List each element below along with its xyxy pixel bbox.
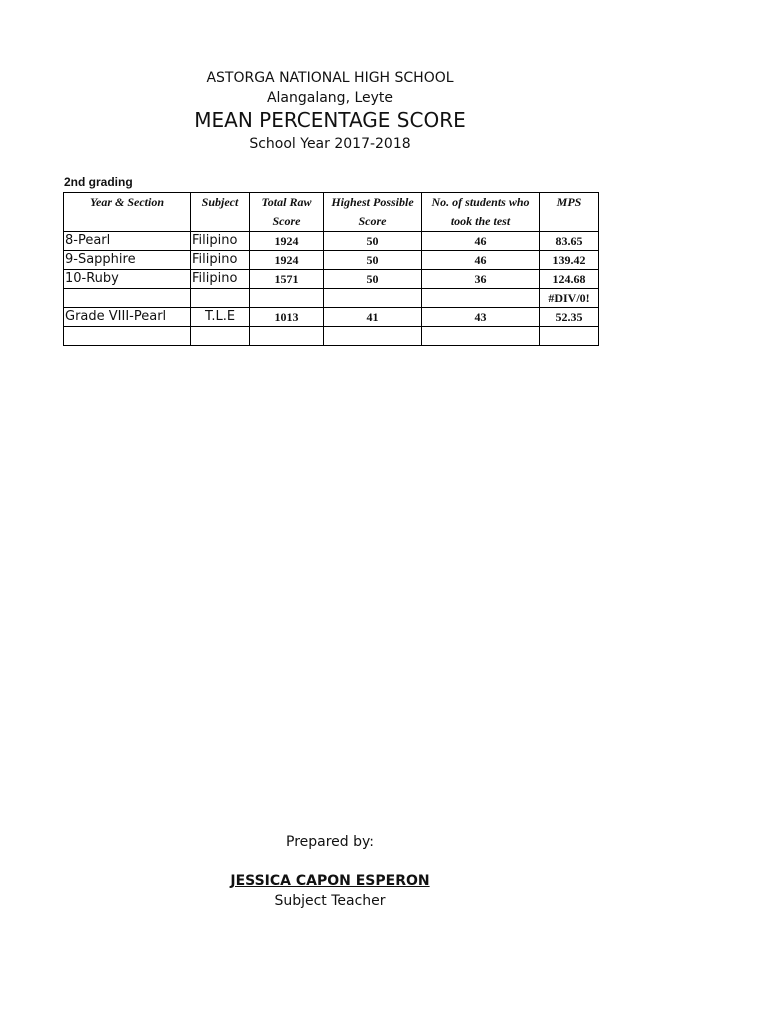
table-cell-highest-score: 50 (324, 270, 422, 289)
table-cell-students (422, 327, 540, 346)
school-year: School Year 2017-2018 (249, 136, 411, 152)
column-header: Highest Possible Score (324, 193, 422, 232)
school-location: Alangalang, Leyte (266, 90, 394, 106)
table-cell-subject: Filipino (191, 251, 250, 270)
column-header: MPS (540, 193, 599, 232)
table-cell-subject: Filipino (191, 270, 250, 289)
column-header: Total Raw Score (250, 193, 324, 232)
table-row (64, 251, 599, 270)
table-cell-raw-score: 1924 (250, 232, 324, 251)
table-cell-section: 10-Ruby (64, 270, 191, 289)
table-cell-mps: 139.42 (540, 251, 599, 270)
column-header: Subject (191, 193, 250, 232)
table-cell-raw-score: 1924 (250, 251, 324, 270)
table-cell-mps: 83.65 (540, 232, 599, 251)
grading-label: 2nd grading (64, 175, 133, 189)
table-cell-highest-score: 41 (324, 308, 422, 327)
table-cell-raw-score: 1013 (250, 308, 324, 327)
table-cell-students: 46 (422, 232, 540, 251)
table-cell-students (422, 289, 540, 308)
table-cell-subject (191, 289, 250, 308)
teacher-role: Subject Teacher (274, 893, 386, 909)
table-cell-subject: Filipino (191, 232, 250, 251)
column-header: Year & Section (64, 193, 191, 232)
table-row (64, 270, 599, 289)
mps-table (63, 192, 599, 346)
table-row (64, 308, 599, 327)
table-cell-raw-score (250, 327, 324, 346)
table-cell-section: 8-Pearl (64, 232, 191, 251)
school-name: ASTORGA NATIONAL HIGH SCHOOL (206, 70, 454, 86)
table-row (64, 232, 599, 251)
table-cell-highest-score: 50 (324, 232, 422, 251)
document-title: MEAN PERCENTAGE SCORE (194, 108, 466, 132)
table-cell-mps: #DIV/0! (540, 289, 599, 308)
table-cell-mps (540, 327, 599, 346)
table-cell-subject: T.L.E (191, 308, 250, 327)
table-cell-raw-score: 1571 (250, 270, 324, 289)
table-cell-students: 36 (422, 270, 540, 289)
table-cell-section: 9-Sapphire (64, 251, 191, 270)
table-cell-highest-score: 50 (324, 251, 422, 270)
table-cell-mps: 52.35 (540, 308, 599, 327)
prepared-by-label: Prepared by: (286, 834, 374, 850)
table-cell-section: Grade VIII-Pearl (64, 308, 191, 327)
table-cell-highest-score (324, 289, 422, 308)
table-cell-section (64, 289, 191, 308)
table-cell-students: 46 (422, 251, 540, 270)
table-cell-mps: 124.68 (540, 270, 599, 289)
table-row (64, 289, 599, 308)
teacher-name: JESSICA CAPON ESPERON (230, 873, 430, 889)
table-header-row (64, 193, 599, 232)
table-cell-highest-score (324, 327, 422, 346)
table-cell-section (64, 327, 191, 346)
column-header: No. of students who took the test (422, 193, 540, 232)
table-cell-raw-score (250, 289, 324, 308)
table-row (64, 327, 599, 346)
table-cell-subject (191, 327, 250, 346)
table-cell-students: 43 (422, 308, 540, 327)
